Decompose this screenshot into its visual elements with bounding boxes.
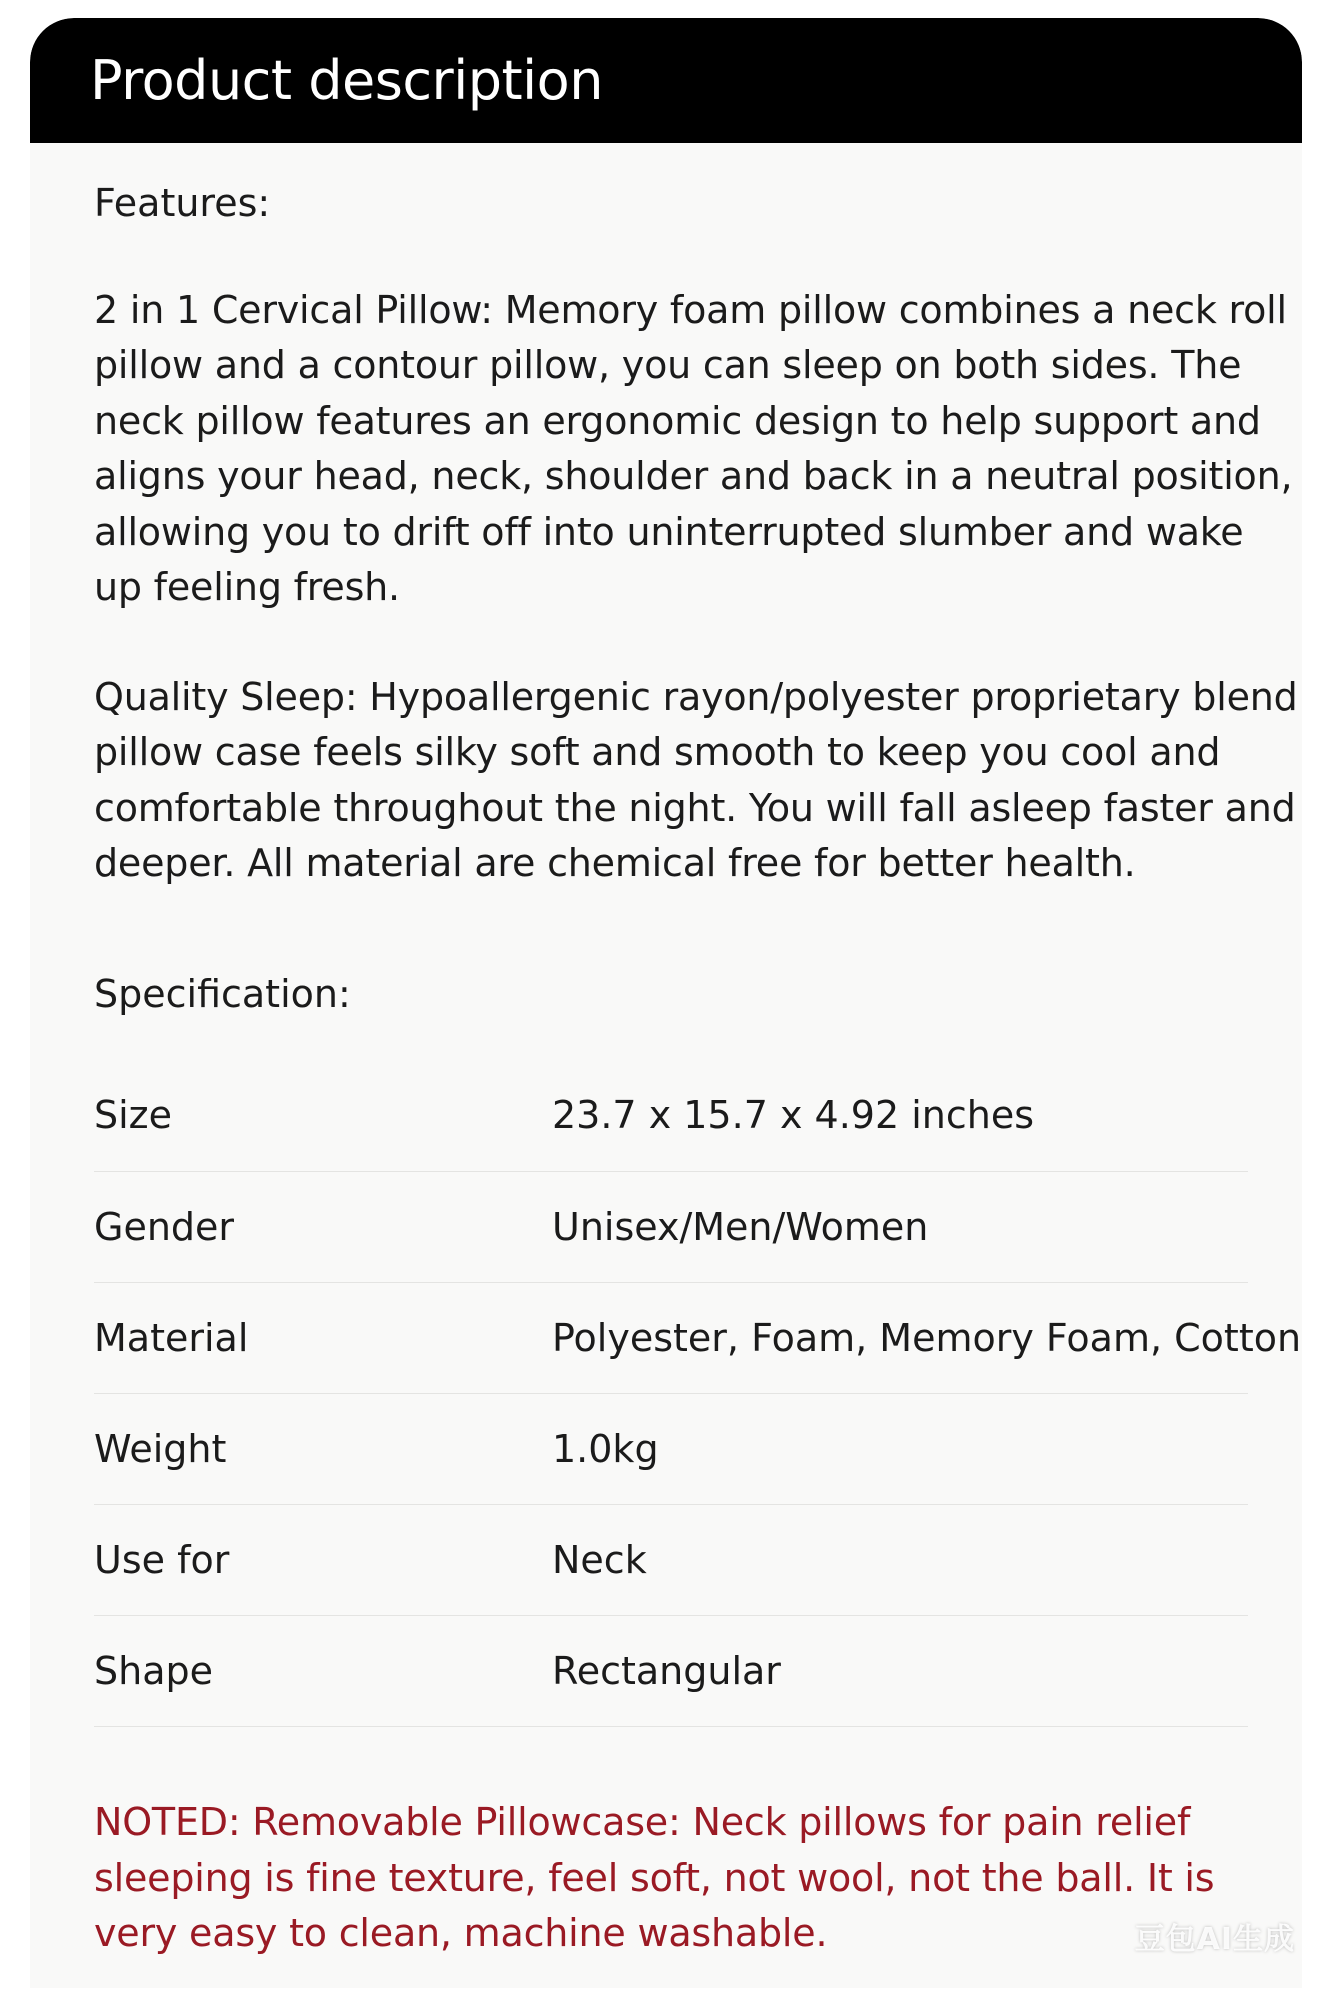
specification-heading: Specification:: [94, 971, 351, 1016]
page-title: Product description: [90, 49, 603, 112]
spec-row-gender: [94, 1172, 1248, 1283]
features-paragraph-cervical: 2 in 1 Cervical Pillow: Memory foam pillow combines a neck roll pillow and a contour pillow, you can sleep on both sides. The neck pillow features an ergonomic design to help support and aligns your head, neck, shoulder and back in a neutral position, allowing you to drift off into uninterrupted slumber and wake up feeling fresh.: [94, 287, 1293, 610]
features-heading: Features:: [94, 181, 271, 225]
spec-key: Gender: [94, 1205, 235, 1250]
ai-generated-watermark: 豆包AI生成: [1134, 1922, 1295, 1957]
spec-value: 23.7 x 15.7 x 4.92 inches: [552, 1093, 1034, 1138]
spec-row-material: [94, 1283, 1302, 1394]
features-paragraph-quality: Quality Sleep: Hypoallergenic rayon/polyester proprietary blend pillow case feels silky soft and smooth to keep you cool and comfortable throughout the night. You will fall asleep faster and deeper. All material are chemical free for better health.: [94, 674, 1298, 886]
spec-key: Material: [94, 1316, 249, 1361]
specification-table: [94, 1059, 1302, 1727]
content-area: [30, 143, 1302, 1962]
spec-key: Use for: [94, 1538, 230, 1583]
spec-value: 1.0kg: [552, 1427, 659, 1472]
spec-key: Weight: [94, 1427, 227, 1472]
spec-key: Size: [94, 1093, 173, 1138]
spec-value: Rectangular: [552, 1649, 781, 1694]
spec-row-use-for: [94, 1505, 1248, 1616]
spec-value: Unisex/Men/Women: [552, 1205, 929, 1250]
header-bar: [30, 18, 1302, 143]
spec-row-weight: [94, 1394, 1248, 1505]
pillowcase-note: NOTED: Removable Pillowcase: Neck pillows for pain relief sleeping is fine texture, feel soft, not wool, not the ball. It is very easy to clean, machine washable.: [94, 1800, 1215, 1956]
spec-key: Shape: [94, 1649, 213, 1694]
spec-row-size: [94, 1059, 1248, 1172]
spec-value: Neck: [552, 1538, 647, 1583]
spec-row-shape: [94, 1616, 1248, 1727]
spec-value: Polyester, Foam, Memory Foam, Cotton: [552, 1316, 1302, 1361]
product-description-card: [30, 18, 1302, 1988]
